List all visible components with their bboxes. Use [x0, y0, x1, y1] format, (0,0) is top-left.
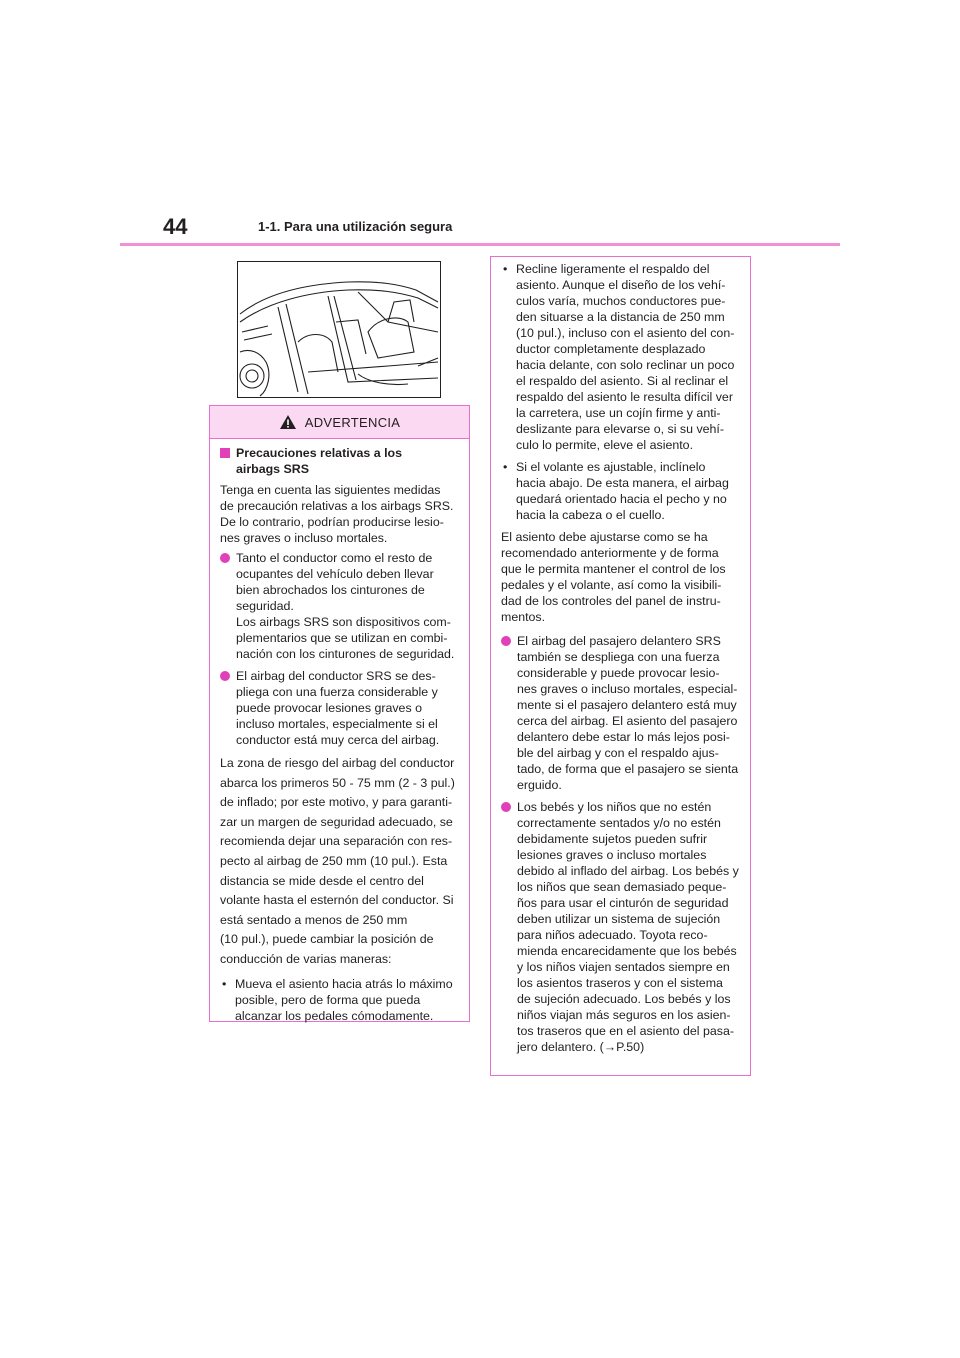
list-item: • Si el volante es ajustable, inclínelo hacia abajo. De esta manera, el airbag quedará orientado hacia el pecho y no hacia la cabeza o el cuello.	[503, 460, 729, 522]
list-item: El airbag del pasajero delantero SRS también se despliega con una fuerza considerable y puede provocar lesio- nes graves o incluso mortales, especial- mente si el pasajero delantero está muy cerca del airbag. El asiento del pasajero delantero debe estar lo más lejos posi- ble del airbag y con el respaldo ajus- tado, de forma que el pasajero se sienta erguido.	[501, 633, 740, 793]
seat-paragraph: El asiento debe ajustarse como se ha recomendado anteriormente y de forma que le permita mantener el control de los pedales y el volante, así como la visibili- dad de los controles del panel de instru- mentos.	[501, 530, 726, 624]
risk-zone-paragraph: La zona de riesgo del airbag del conductor abarca los primeros 50 - 75 mm (2 - 3 pul.) de inflado; por este motivo, y para garanti- zar un margen de seguridad adecuado, se recomienda dejar una separación con res- pecto al airbag de 250 mm (10 pul.). Esta distancia se mide desde el centro del volante hasta el esternón del conductor. Si está sentado a menos de 250 mm (10 pul.), puede cambiar la posición de conducción de varias maneras:	[220, 756, 455, 966]
section-title: 1-1. Para una utilización segura	[258, 219, 453, 234]
list-item: El airbag del conductor SRS se des- pliega con una fuerza considerable y puede provocar lesiones graves o incluso mortales, especialmente si el conductor está muy cerca del airbag.	[220, 668, 459, 748]
square-bullet-icon	[220, 448, 230, 458]
header-rule	[120, 243, 840, 246]
warning-heading: Precauciones relativas a los airbags SRS	[220, 445, 459, 477]
circle-bullet-icon	[501, 802, 511, 812]
circle-bullet-icon	[501, 636, 511, 646]
warning-box	[209, 405, 470, 1022]
car-interior-illustration	[237, 261, 441, 398]
bullet-mark: •	[503, 262, 508, 276]
warning-continuation-box	[490, 256, 751, 1076]
warning-intro: Tenga en cuenta las siguientes medidas de precaución relativas a los airbags SRS. De lo contrario, podrían producirse lesio- nes graves o incluso mortales.	[220, 483, 454, 545]
warning-title: ADVERTENCIA	[304, 414, 401, 430]
warning-triangle-icon	[279, 414, 297, 430]
warning-header	[210, 406, 469, 439]
bullet-mark: •	[503, 460, 508, 474]
list-item: • Mueva el asiento hacia atrás lo máximo posible, pero de forma que pueda alcanzar los pedales cómodamente.	[222, 976, 453, 1023]
page-number: 44	[163, 214, 188, 239]
list-item: • Recline ligeramente el respaldo del asiento. Aunque el diseño de los vehí- culos varía, muchos conductores pue- den situarse a la distancia de 250 mm (10 pul.), incluso con el asiento del con- ductor completamente desplazado hacia delante, con solo reclinar un poco el respaldo del asiento. Si al reclinar el respaldo del asiento le resulta difícil ver la carretera, use un cojín firme y anti- deslizante para elevarse o, si su vehí- culo lo permite, eleve el asiento.	[503, 262, 735, 452]
circle-bullet-icon	[220, 553, 230, 563]
list-item: Tanto el conductor como el resto de ocupantes del vehículo deben llevar bien abrochados los cinturones de seguridad. Los airbags SRS son dispositivos com- plementarios que se utilizan en combi- nación con los cinturones de seguridad.	[220, 550, 459, 662]
list-item: Los bebés y los niños que no estén correctamente sentados y/o no estén debidamente sujetos pueden sufrir lesiones graves o incluso mortales debido al inflado del airbag. Los bebés y los niños que sean demasiado peque- ños para usar el cinturón de seguridad deben utilizar un sistema de sujeción para niños adecuado. Toyota reco- mienda encarecidamente que los bebés y los niños viajen sentados siempre en los asientos traseros y con el sistema de sujeción adecuado. Los bebés y los niños viajan más seguros en los asien- tos traseros que en el asiento del pasa- jero delantero. (→P.50)	[501, 799, 740, 1055]
bullet-mark: •	[222, 976, 227, 991]
circle-bullet-icon	[220, 671, 230, 681]
